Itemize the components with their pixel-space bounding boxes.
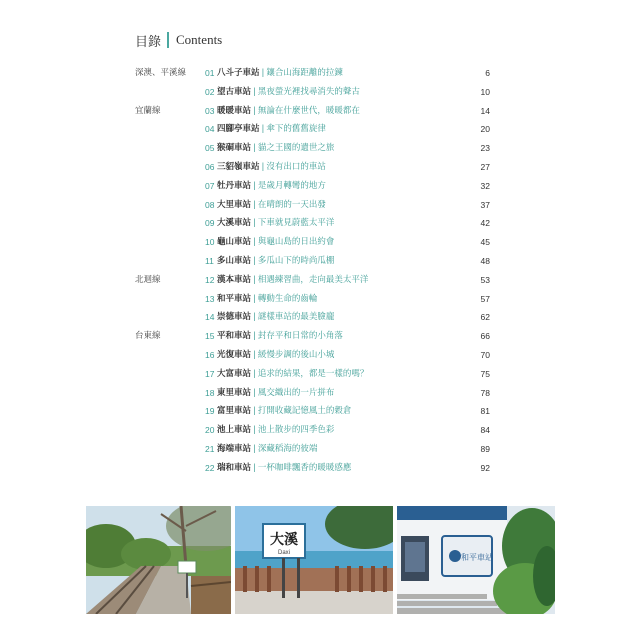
entry-description: 鑲合山海距離的拉鍊 <box>266 68 343 78</box>
page-number: 23 <box>480 143 490 154</box>
entry-separator: | <box>253 218 256 229</box>
entry-number: 03 <box>205 105 215 116</box>
entry-number: 02 <box>205 86 215 97</box>
toc-row[interactable] <box>0 83 640 101</box>
toc-row[interactable] <box>0 233 640 251</box>
page-number: 89 <box>480 444 490 454</box>
entry-separator: | <box>253 199 256 210</box>
station-name: 富里車站 <box>217 406 252 417</box>
entry-separator: | <box>253 368 256 379</box>
entry-separator: | <box>253 86 256 97</box>
toc-row[interactable] <box>0 271 640 289</box>
entry-description: 風交織出的一片拼布 <box>257 387 335 398</box>
page-number: 6 <box>485 68 490 78</box>
entry-description: 追求的結果，都是一樣的嗎？ <box>257 368 369 379</box>
toc-row[interactable] <box>0 64 640 82</box>
entry-text <box>217 233 334 251</box>
page-number: 66 <box>480 331 490 342</box>
entry-number: 22 <box>205 462 215 473</box>
entry-description: 與龜山島的日出約會 <box>257 237 335 248</box>
entry-separator: | <box>261 162 265 172</box>
entry-separator: | <box>261 124 265 135</box>
entry-number: 14 <box>205 312 215 323</box>
entry-separator: | <box>253 180 256 191</box>
entry-separator: | <box>253 274 256 285</box>
entry-description: 打開收藏記憶風土的穀倉 <box>257 406 352 417</box>
entry-separator: | <box>253 293 256 304</box>
photo-daxi-station <box>235 506 393 614</box>
page-number: 92 <box>480 462 490 473</box>
entry-text <box>217 402 351 420</box>
page-number: 20 <box>480 124 490 135</box>
station-name: 八斗子車站 <box>217 68 260 78</box>
entry-text <box>217 252 334 270</box>
station-name: 三貂嶺車站 <box>217 162 260 172</box>
station-name: 暖暖車站 <box>217 105 252 116</box>
section-label: 宜蘭線 <box>135 105 161 116</box>
page-number: 14 <box>480 105 490 116</box>
station-name: 猴硐車站 <box>217 143 252 154</box>
entry-text <box>217 440 317 458</box>
toc-row[interactable] <box>0 196 640 214</box>
entry-description: 相遇練習曲，走向最美太平洋 <box>257 274 369 285</box>
page-number: 42 <box>480 218 490 229</box>
entry-text <box>217 346 334 364</box>
toc-row[interactable] <box>0 102 640 120</box>
toc-row[interactable] <box>0 459 640 477</box>
daxi-sign-en: Daxi <box>277 550 291 556</box>
station-name: 光復車站 <box>217 350 252 360</box>
station-name: 大里車站 <box>217 199 252 210</box>
page-number: 84 <box>480 425 490 436</box>
entry-text <box>217 459 351 477</box>
photo-station-building <box>397 506 555 614</box>
toc-row[interactable] <box>0 440 640 458</box>
entry-separator: | <box>253 331 256 342</box>
entry-number: 15 <box>205 331 215 342</box>
page-number: 62 <box>480 312 490 323</box>
entry-separator: | <box>253 406 256 417</box>
page-number: 57 <box>480 293 490 304</box>
page-number: 48 <box>480 256 490 266</box>
toc-row[interactable] <box>0 120 640 138</box>
entry-text <box>217 196 326 214</box>
entry-number: 06 <box>205 162 215 172</box>
station-name: 大溪車站 <box>217 218 252 229</box>
toc-row[interactable] <box>0 214 640 232</box>
section-label: 北迴線 <box>135 274 161 285</box>
section-label: 深澳、平溪線 <box>135 68 187 78</box>
entry-description: 沒有出口的車站 <box>266 162 326 172</box>
entry-description: 轉動生命的齒輪 <box>257 293 318 304</box>
entry-description: 黑夜螢光裡找尋消失的聲古 <box>257 86 360 97</box>
toc-row[interactable] <box>0 290 640 308</box>
entry-number: 18 <box>205 387 215 398</box>
entry-number: 04 <box>205 124 215 135</box>
rural-railway-illustration <box>86 506 231 614</box>
toc-header <box>135 30 222 50</box>
station-name: 海端車站 <box>217 444 252 454</box>
entry-description: 傘下的舊舊旋律 <box>266 124 326 135</box>
entry-number: 01 <box>205 68 215 78</box>
toc-row[interactable] <box>0 158 640 176</box>
entry-number: 09 <box>205 218 215 229</box>
entry-separator: | <box>253 350 256 360</box>
entry-text <box>217 384 334 402</box>
entry-separator: | <box>253 387 256 398</box>
page-number: 81 <box>480 406 490 417</box>
station-name: 四腳亭車站 <box>217 124 260 135</box>
toc-row[interactable] <box>0 177 640 195</box>
station-name: 和平車站 <box>217 293 252 304</box>
title-divider <box>167 32 169 48</box>
entry-number: 13 <box>205 293 215 304</box>
toc-row[interactable] <box>0 346 640 364</box>
toc-title-zh: 目錄 <box>135 34 162 50</box>
entry-number: 11 <box>205 256 214 266</box>
entry-number: 16 <box>205 350 215 360</box>
entry-number: 20 <box>205 425 215 436</box>
entry-separator: | <box>253 462 256 473</box>
entry-text <box>217 102 360 120</box>
page-number: 75 <box>480 368 490 379</box>
entry-separator: | <box>253 143 256 154</box>
station-name: 東里車站 <box>217 387 252 398</box>
entry-text <box>217 64 343 82</box>
entry-number: 05 <box>205 143 215 154</box>
station-name: 龜山車站 <box>217 237 252 248</box>
entry-text <box>217 158 326 176</box>
entry-separator: | <box>253 256 256 266</box>
page-number: 27 <box>480 162 490 172</box>
entry-separator: | <box>253 444 256 454</box>
toc-row[interactable] <box>0 384 640 402</box>
page-number: 45 <box>480 237 490 248</box>
toc-row[interactable] <box>0 308 640 326</box>
entry-separator: | <box>253 105 256 116</box>
entry-description: 謎樣車站的最美臉龐 <box>257 312 335 323</box>
entry-description: 是歲月轉彎的地方 <box>257 180 326 191</box>
entry-description: 下車就見蔚藍太平洋 <box>257 218 335 229</box>
station-name: 漢本車站 <box>217 274 252 285</box>
page-number: 32 <box>480 180 490 191</box>
station-plaque-text: 和平車站 <box>461 553 493 562</box>
entry-text <box>217 290 317 308</box>
page-number: 53 <box>480 274 490 285</box>
entry-separator: | <box>253 237 256 248</box>
entry-description: 深藏稻海的彼端 <box>257 444 318 454</box>
entry-number: 19 <box>205 406 215 417</box>
daxi-station-illustration <box>235 506 393 614</box>
entry-description: 貓之王國的遺世之旅 <box>257 143 335 154</box>
page-number: 37 <box>480 199 490 210</box>
entry-description: 封存平和日常的小角落 <box>257 331 343 342</box>
entry-number: 17 <box>205 368 215 379</box>
entry-separator: | <box>253 312 256 323</box>
toc-row[interactable] <box>0 327 640 345</box>
section-label: 台東線 <box>135 331 161 342</box>
entry-separator: | <box>261 68 265 78</box>
toc-row[interactable] <box>0 421 640 439</box>
entry-description: 在晴朗的一天出發 <box>257 199 326 210</box>
entry-description: 無論在什麼世代，暖暖都在 <box>257 105 360 116</box>
toc-title-en: Contents <box>176 32 223 47</box>
photo-rural-railway <box>86 506 231 614</box>
station-name: 池上車站 <box>217 425 252 436</box>
entry-number: 10 <box>205 237 215 248</box>
page-number: 70 <box>480 350 490 360</box>
entry-description: 緩慢步調的後山小城 <box>257 350 335 360</box>
entry-text <box>217 139 334 157</box>
toc-row[interactable] <box>0 252 640 270</box>
entry-text <box>217 421 334 439</box>
entry-number: 21 <box>205 444 215 454</box>
entry-separator: | <box>253 425 256 436</box>
toc-row[interactable] <box>0 139 640 157</box>
page-number: 10 <box>480 86 490 97</box>
station-building-illustration <box>397 506 555 614</box>
entry-text <box>217 83 360 101</box>
entry-text <box>217 177 326 195</box>
toc-row[interactable] <box>0 402 640 420</box>
entry-number: 07 <box>205 180 215 191</box>
station-name: 牡丹車站 <box>217 180 252 191</box>
entry-number: 12 <box>205 274 215 285</box>
page-number: 78 <box>480 387 490 398</box>
entry-description: 一杯咖啡飄香的暖暖感應 <box>257 462 352 473</box>
entry-text <box>217 214 334 232</box>
station-name: 大富車站 <box>217 368 252 379</box>
entry-number: 08 <box>205 199 215 210</box>
station-name: 望古車站 <box>217 86 252 97</box>
toc-row[interactable] <box>0 365 640 383</box>
daxi-sign-text: 大溪 <box>270 532 298 548</box>
entry-text <box>217 120 326 138</box>
entry-description: 池上散步的四季色彩 <box>257 425 335 436</box>
station-name: 瑞和車站 <box>217 462 252 473</box>
station-name: 多山車站 <box>217 256 252 266</box>
station-name: 平和車站 <box>217 331 252 342</box>
entry-text <box>217 365 368 383</box>
station-name: 崇德車站 <box>217 312 252 323</box>
entry-text <box>217 327 343 345</box>
entry-description: 多瓜山下的時尚瓜棚 <box>257 256 335 266</box>
entry-text <box>217 308 334 326</box>
entry-text <box>217 271 368 289</box>
